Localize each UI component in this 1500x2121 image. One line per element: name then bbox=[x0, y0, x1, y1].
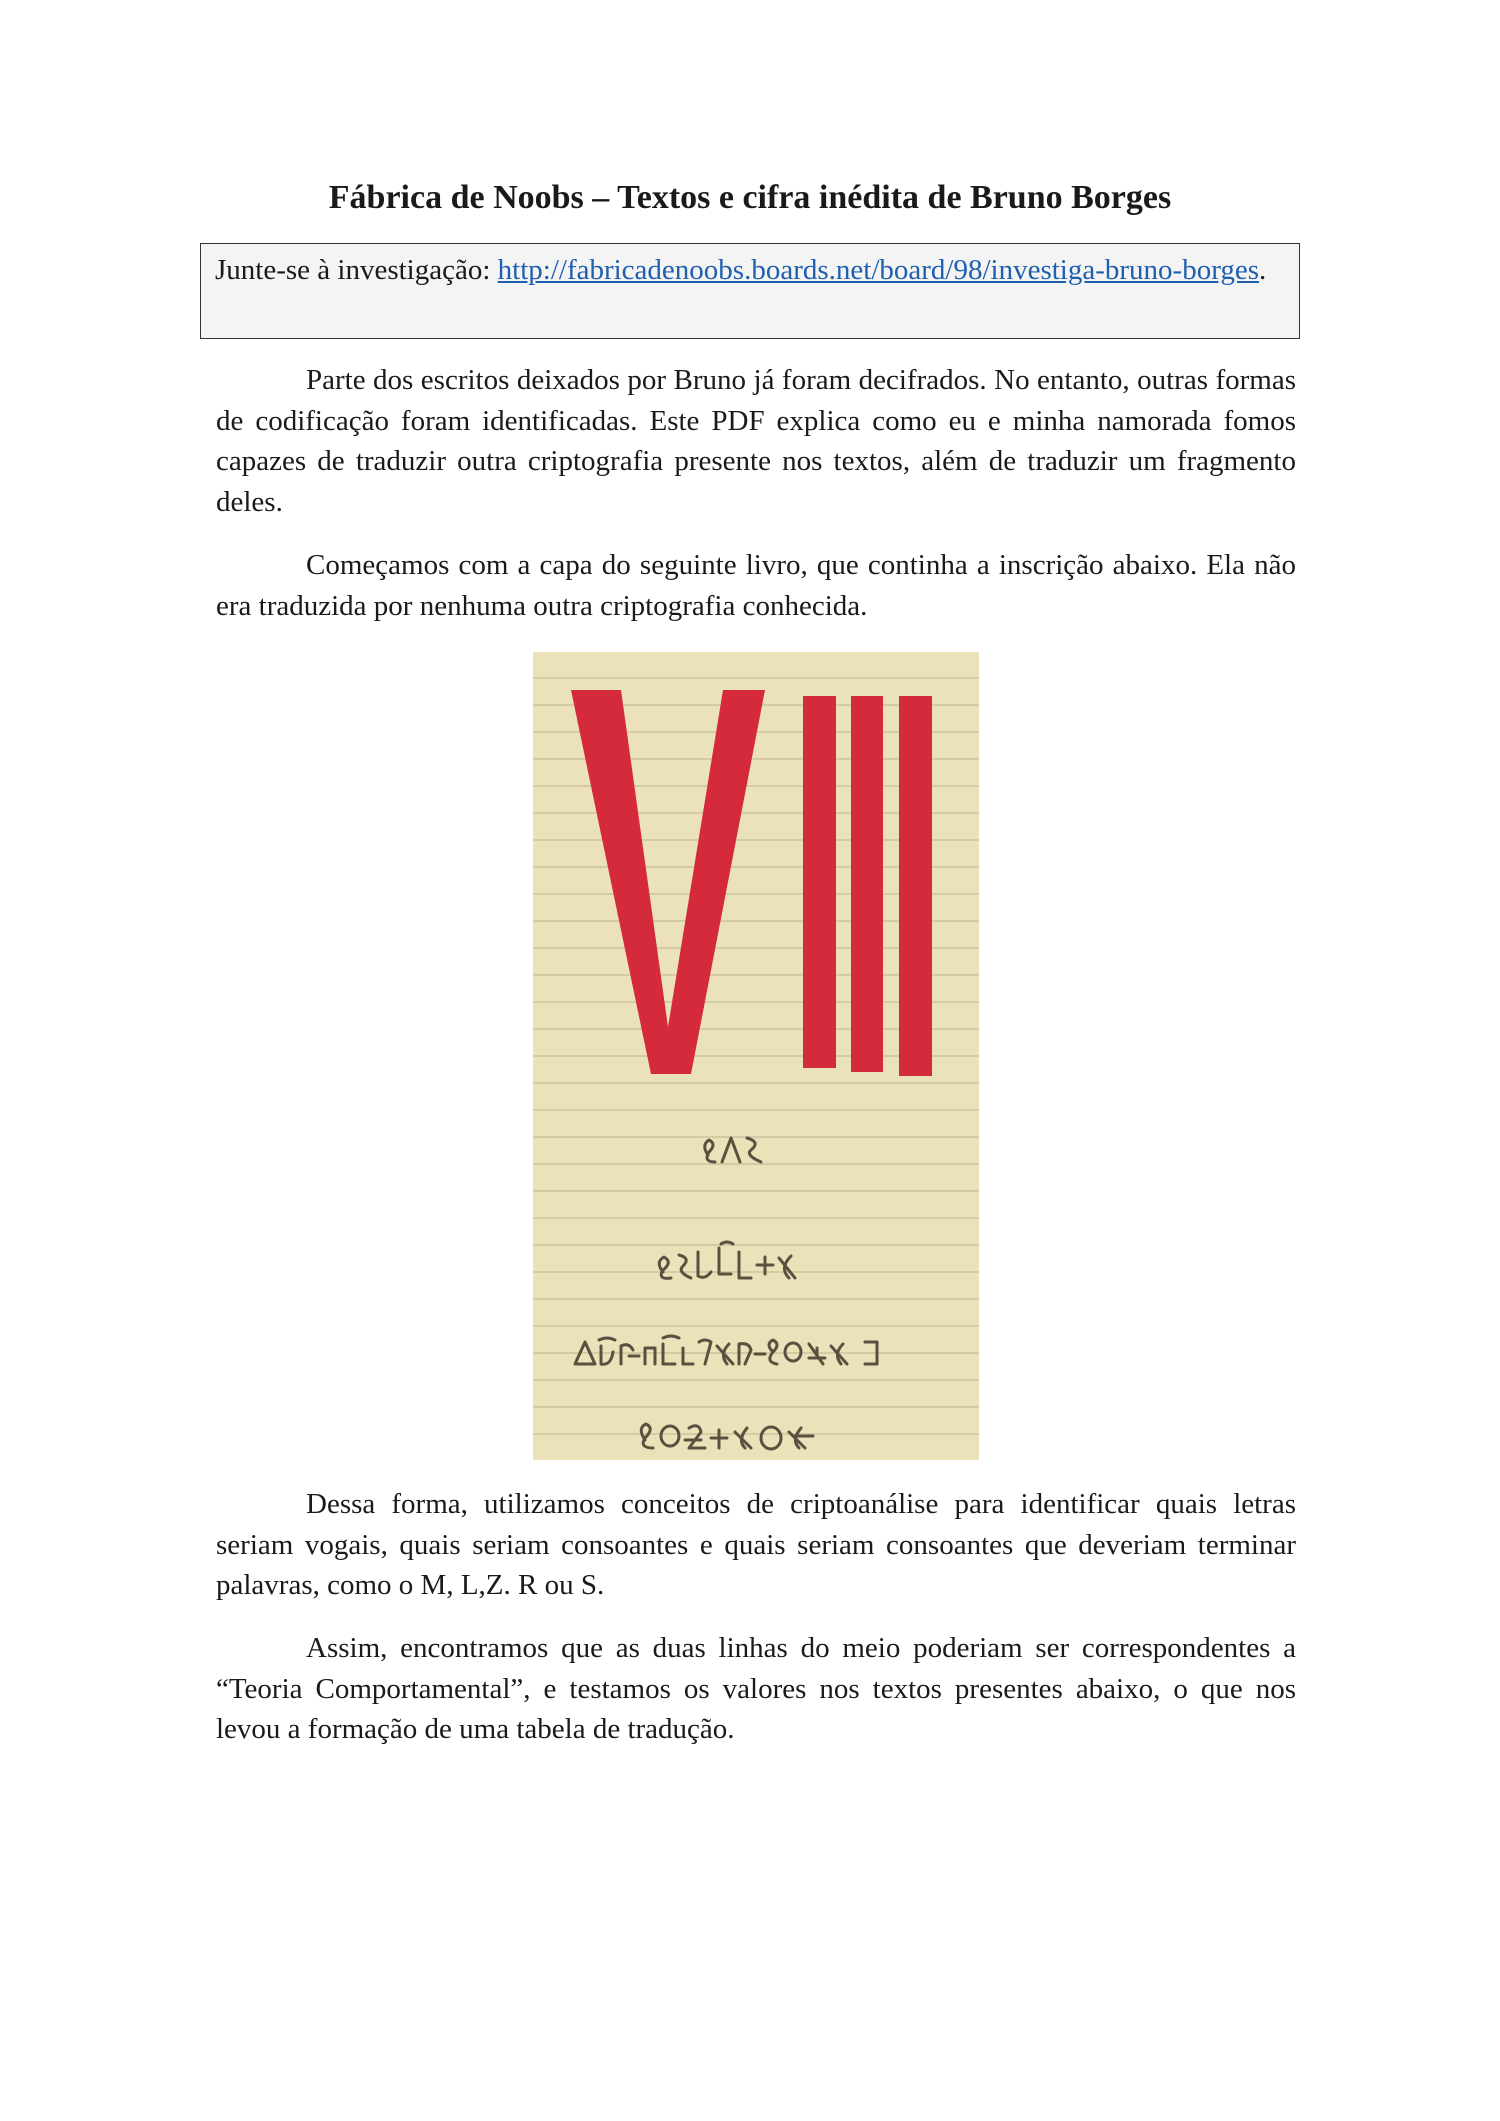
cipher-line-4 bbox=[641, 1424, 813, 1449]
cipher-line-2 bbox=[659, 1242, 795, 1278]
investigation-link[interactable]: http://fabricadenoobs.boards.net/board/98/investiga-bruno-borges bbox=[497, 254, 1259, 286]
join-investigation-box bbox=[200, 243, 1300, 339]
join-suffix: . bbox=[1259, 254, 1267, 286]
paragraph-cryptanalysis: Dessa forma, utilizamos conceitos de criptoanálise para identificar quais letras seriam vogais, quais seriam consoantes e quais seriam consoantes que deveriam terminar palavras, como o M, L,Z. R ou S. bbox=[216, 1488, 1296, 1601]
paragraph-cover: Começamos com a capa do seguinte livro, que continha a inscrição abaixo. Ela não era traduzida por nenhuma outra criptografia conhecida. bbox=[216, 549, 1296, 622]
cipher-inscription bbox=[575, 1138, 877, 1449]
paragraph-translation-table: Assim, encontramos que as duas linhas do meio poderiam ser correspondentes a “Teoria Comportamental”, e testamos os valores nos textos presentes abaixo, o que nos levou a formação de uma tabela de tradução. bbox=[216, 1632, 1296, 1745]
paragraph-intro: Parte dos escritos deixados por Bruno já foram decifrados. No entanto, outras formas de codificação foram identificadas. Este PDF explica como eu e minha namorada fomos capazes de traduzir outra criptografia presente nos textos, além de traduzir um fragmento deles. bbox=[216, 364, 1296, 518]
roman-numeral-viii bbox=[571, 690, 932, 1076]
book-cover-illustration bbox=[533, 652, 979, 1460]
document-title: Fábrica de Noobs – Textos e cifra inédita de Bruno Borges bbox=[328, 179, 1172, 216]
book-cover-image bbox=[533, 652, 979, 1460]
cipher-line-1 bbox=[705, 1138, 761, 1162]
cipher-line-3 bbox=[575, 1336, 877, 1364]
join-prefix: Junte-se à investigação: bbox=[215, 254, 498, 286]
